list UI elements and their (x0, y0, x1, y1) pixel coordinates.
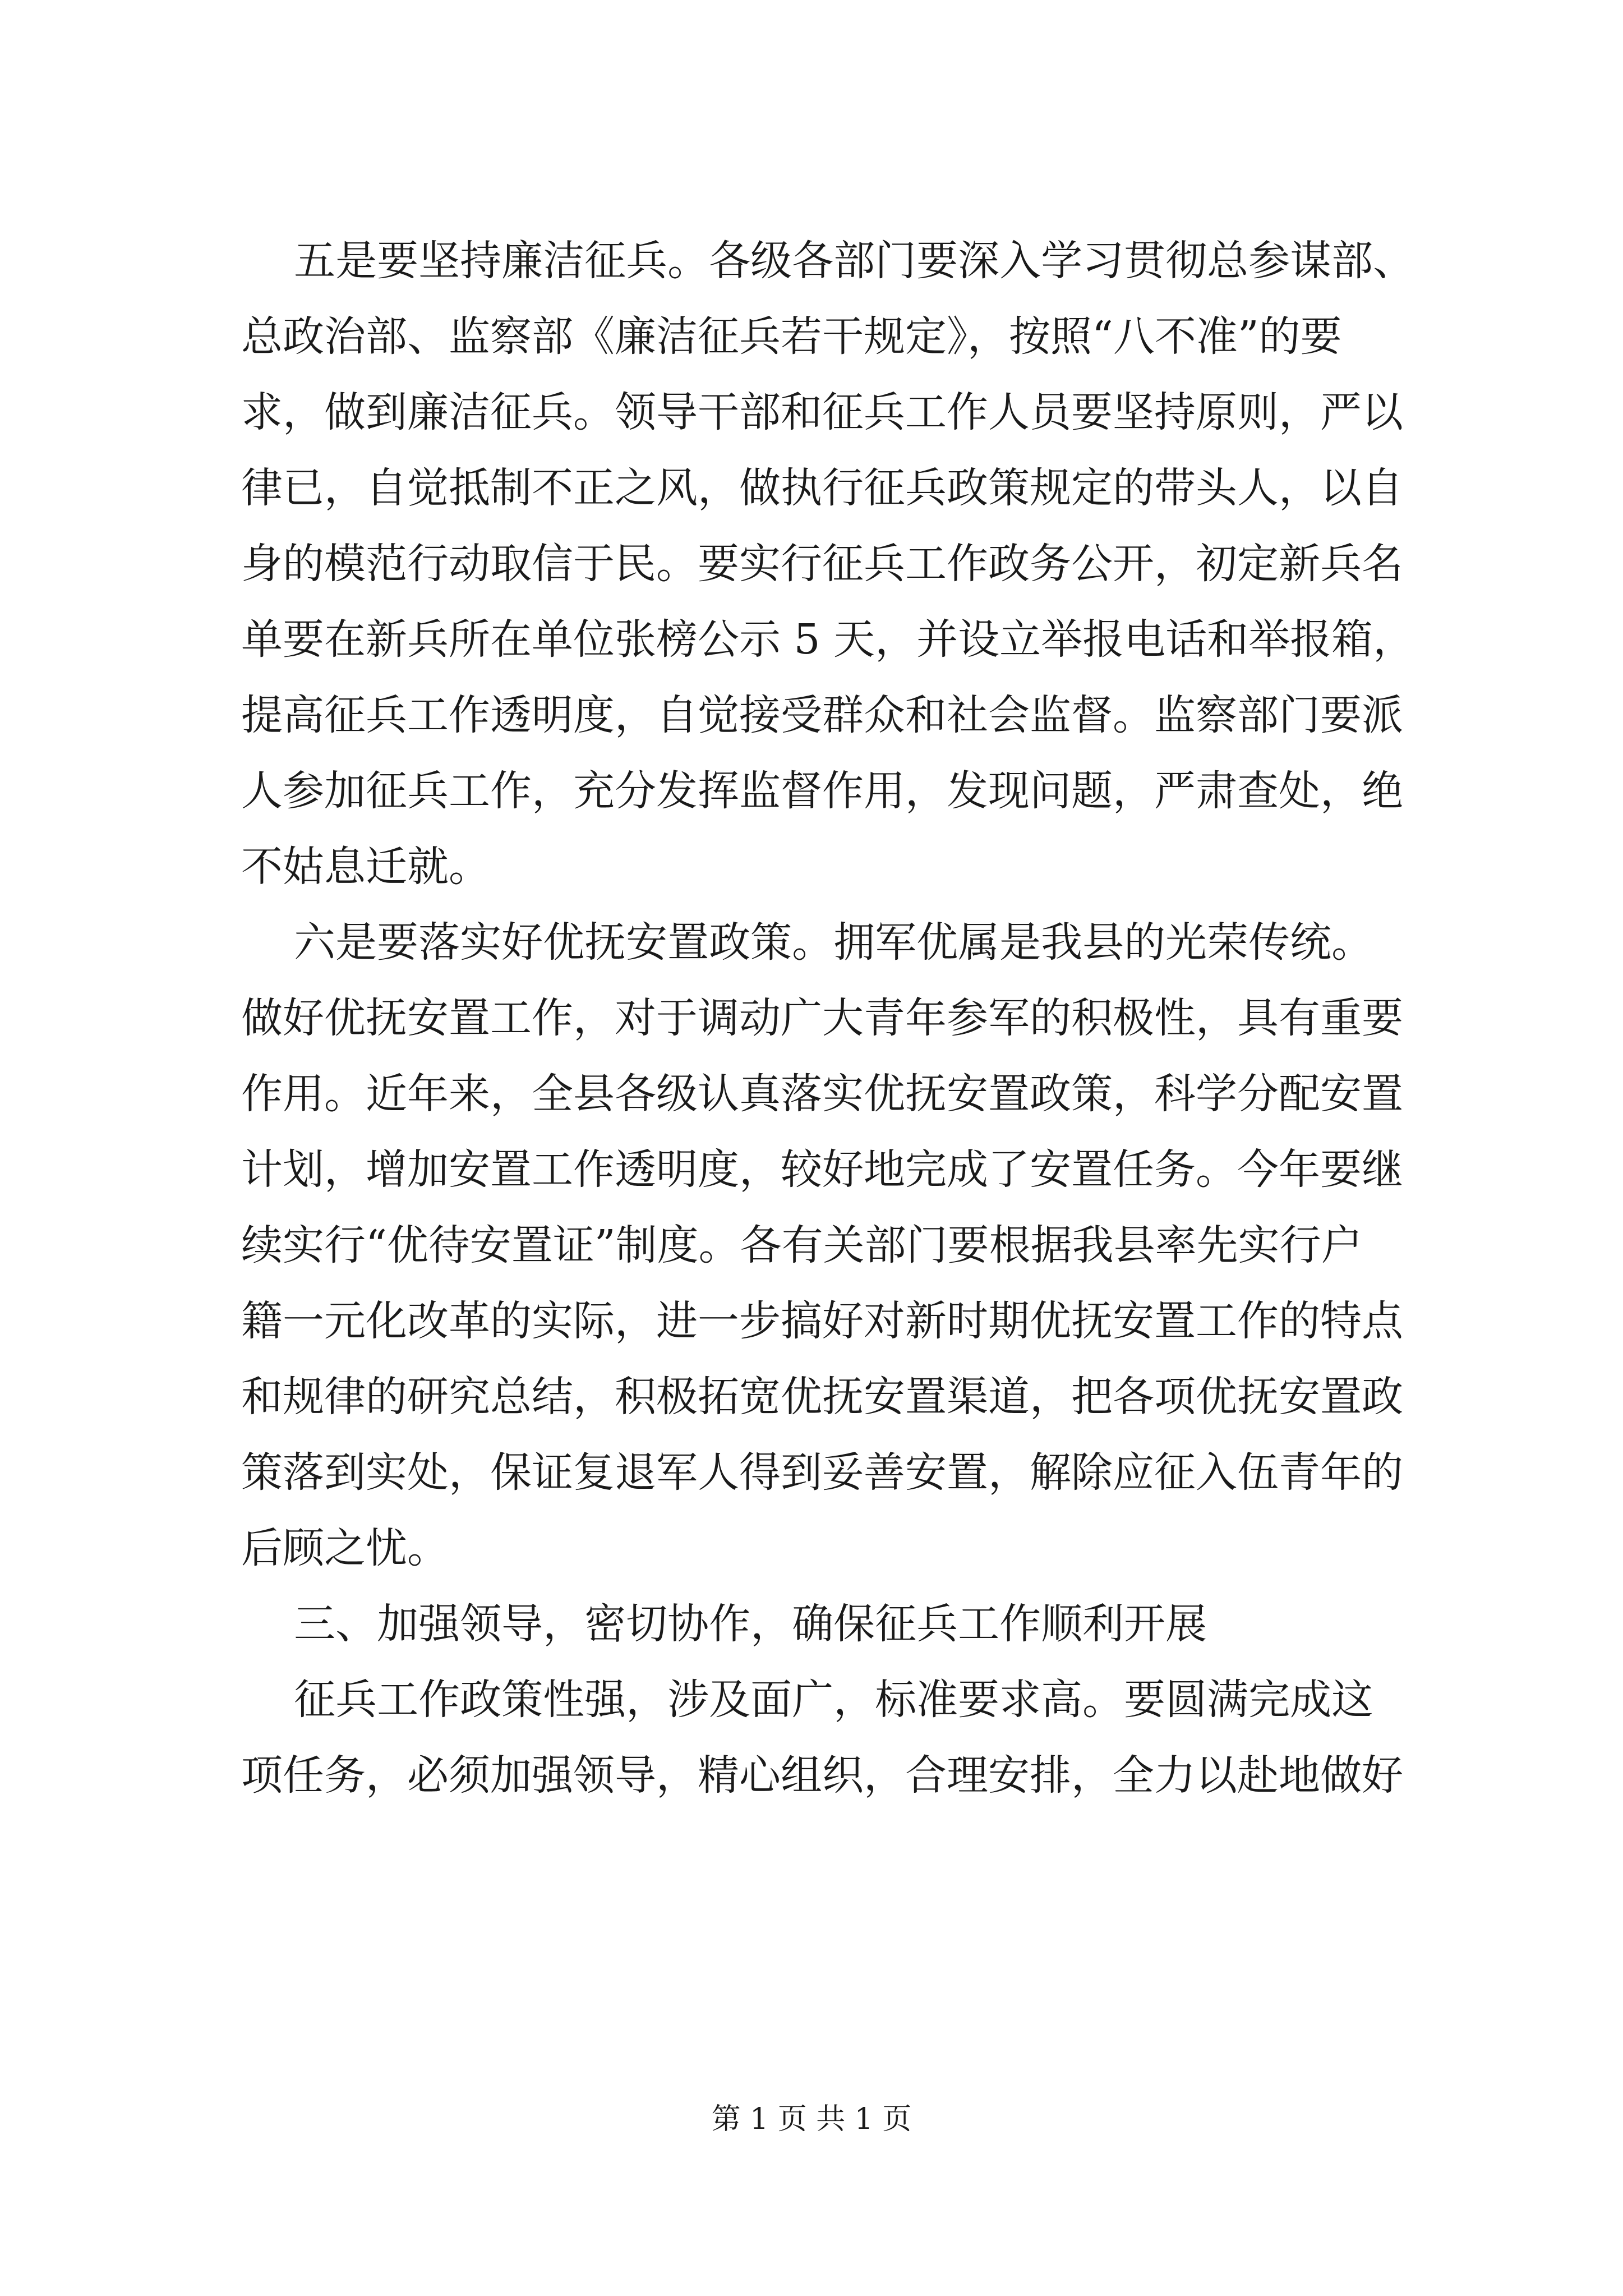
text-line: 作用。近年来，全县各级认真落实优抚安置政策，科学分配安置 (241, 1070, 1403, 1118)
text-line: 计划，增加安置工作透明度，较好地完成了安置任务。今年要继 (241, 1145, 1403, 1194)
text-line: 人参加征兵工作，充分发挥监督作用，发现问题，严肃查处，绝 (241, 767, 1403, 815)
text-line: 籍一元化改革的实际，进一步搞好对新时期优抚安置工作的特点 (241, 1297, 1403, 1345)
text-line: 做好优抚安置工作，对于调动广大青年参军的积极性，具有重要 (241, 994, 1403, 1042)
text-line: 策落到实处，保证复退军人得到妥善安置，解除应征入伍青年的 (241, 1448, 1403, 1497)
text-line: 续实行“优待安置证”制度。各有关部门要根据我县率先实行户 (241, 1221, 1363, 1269)
text-line: 律已，自觉抵制不正之风，做执行征兵政策规定的带头人，以自 (241, 464, 1403, 512)
text-line: 身的模范行动取信于民。要实行征兵工作政务公开，初定新兵名 (241, 540, 1403, 588)
section-heading: 三、加强领导，密切协作，确保征兵工作顺利开展 (241, 1600, 1207, 1648)
text-line: 总政治部、监察部《廉洁征兵若干规定》，按照“八不准”的要 (241, 312, 1342, 361)
body-text (241, 223, 1415, 1814)
text-line: 六是要落实好优抚安置政策。拥军优属是我县的光荣传统。 (241, 918, 1373, 967)
text-line: 和规律的研究总结，积极拓宽优抚安置渠道，把各项优抚安置政 (241, 1373, 1403, 1421)
text-line: 单要在新兵所在单位张榜公示 5 天，并设立举报电话和举报箱， (241, 615, 1415, 664)
text-line: 提高征兵工作透明度，自觉接受群众和社会监督。监察部门要派 (241, 691, 1403, 739)
text-line: 五是要坚持廉洁征兵。各级各部门要深入学习贯彻总参谋部、 (241, 237, 1415, 285)
text-line: 不姑息迁就。 (241, 843, 490, 891)
text-line: 求，做到廉洁征兵。领导干部和征兵工作人员要坚持原则，严以 (241, 388, 1403, 436)
text-line: 征兵工作政策性强，涉及面广，标准要求高。要圆满完成这 (241, 1676, 1373, 1724)
text-line: 项任务，必须加强领导，精心组织，合理安排，全力以赴地做好 (241, 1751, 1403, 1800)
text-line: 后顾之忧。 (241, 1524, 449, 1572)
page-footer: 第 1 页 共 1 页 (711, 2102, 912, 2136)
